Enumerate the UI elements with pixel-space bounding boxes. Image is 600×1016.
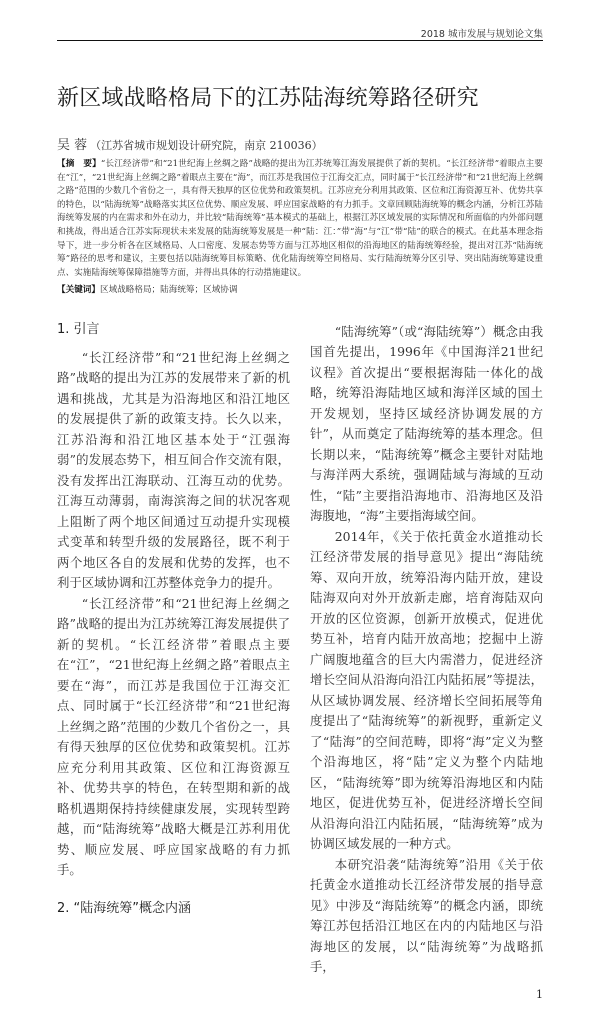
keywords-text: 区域战略格局；陆海统筹；区域协调	[99, 285, 238, 296]
page-number: 1	[536, 987, 543, 1001]
journal-name: 2018 城市发展与规划论文集	[420, 29, 543, 40]
section-heading: 2. “陆海统筹”概念内涵	[57, 900, 192, 916]
paragraph: “陆海统筹”（或“海陆统筹”）概念由我国首先提出，1996年《中国海洋21世纪议程》首次提出“要根据海陆一体化的战略，统筹沿海陆地区域和海洋区域的国土开发规划，坚持区域经济协调发展的方针”，从而奠定了陆海统筹的基本理念。但长期以来，“陆海统筹”概念主要针对陆地与海洋两大系统，强调陆域与海域的互动性，“陆”主要指沿海地市、沿海地区及沿海腹地，“海”主要指海域空间。	[310, 323, 543, 524]
paragraph: 本研究沿袭“陆海统筹”沿用《关于依托黄金水道推动长江经济带发展的指导意见》中涉及“海陆统筹”的概念内涵，即统筹江苏包括沿江地区在内的内陆地区与沿海地区的发展，以“陆海统筹”为战略抓手，	[310, 856, 543, 975]
abstract	[57, 158, 543, 280]
paper-title: 新区域战略格局下的江苏陆海统筹路径研究	[57, 86, 479, 111]
running-header	[57, 26, 543, 41]
body-columns	[57, 320, 543, 978]
paragraph: “长江经济带”和“21世纪海上丝绸之路”战略的提出为江苏的发展带来了新的机遇和挑战，尤其是为沿海地区和沿江地区的发展提供了新的政策支持。长久以来，江苏沿海和沿江地区基本处于“江强海弱”的发展态势下，相互间合作交流有限，没有发挥出江海联动、江海互动的优势。江海互动薄弱，南海滨海之间的状况客观上阻断了两个地区间通过互动提升实现模式变革和转型升级的发展路径，既不利于两个地区各自的发展和优势的发挥，也不利于区域协调和江苏整体竞争力的提升。	[57, 349, 290, 591]
section-heading: 1. 引言	[57, 321, 100, 337]
keywords-label: 【关键词】	[57, 285, 100, 296]
paragraph: 2014年，《关于依托黄金水道推动长江经济带发展的指导意见》提出“海陆统筹、双向开放，统筹沿海内陆开放，建设陆海双向对外开放新走廊，培育海陆双向开放的区位资源，创新开放模式，促进优势互补，培育内陆开放高地；挖掘中上游广阔腹地蕴含的巨大内需潜力，促进经济增长空间从沿海向沿江内陆拓展”等提法，从区域协调发展、经济增长空间拓展等角度提出了“陆海统筹”的新视野，重新定义了“陆海”的空间范畴，即将“海”定义为整个沿海地区，将“陆”定义为整个内陆地区，“陆海统筹”即为统筹沿海地区和内陆地区，促进优势互补，促进经济增长空间从沿海向沿江内陆拓展，“陆海统筹”成为协调区域发展的一种方式。	[310, 528, 543, 852]
author-affiliation: （江苏省城市规划设计研究院，南京 210036）	[90, 139, 323, 152]
abstract-label: 【摘 要】	[57, 159, 101, 169]
left-column	[57, 320, 290, 927]
author-name: 吴 蓉	[57, 138, 88, 153]
abstract-text: “长江经济带”和“21世纪海上丝绸之路”战略的提出为江苏统筹江海发展提供了新的契机。“长江经济带”着眼点主要在“江”，“21世纪海上丝绸之路”着眼点主要在“海”，而江苏是我国位于江海交汇点，同时属于“长江经济带”和“21世纪海上丝绸之路”范围的少数几个省份之一，具有得天独厚的区位优势和政策契机。江苏应充分利用其政策、区位和江海资源互补、优势共享的特色，以“陆海统筹”战略落实其区位优势、顺应发展、呼应国家战略的有力抓手。文章回顾陆海统筹的概念内涵，分析江苏陆海统筹发展的内在需求和外在动力，并比较“陆海统筹”基本模式的基础上，根据江苏区域发展的实际情况和所面临的内外部问题和挑战，得出适合江苏实际现状未来发展的陆海统筹发展是一种“陆：江：”带“海”与“江”带“陆”的联合的模式。在此基本理念指导下，进一步分析各在区域格局、人口密度、发展态势等方面与江苏地区相似的沿海地区的陆海统筹经验，提出对江苏“陆海统筹”路径的思考和建议，主要包括以陆海统筹目标策略、优化陆海统筹空间格局、实行陆海统筹分区引导、突出陆海统筹建设重点、实施陆海统筹保障措施等方面，并得出具体的行动措施建议。	[57, 159, 543, 278]
paragraph: “长江经济带”和“21世纪海上丝绸之路”战略的提出为江苏统筹江海发展提供了新的契机。“长江经济带”着眼点主要在“江”，“21世纪海上丝绸之路”着眼点主要在“海”，而江苏是我国位于江海交汇点、同时属于“长江经济带”和“21世纪海上丝绸之路”范围的少数几个省份之一，具有得天独厚的区位优势和政策契机。江苏应充分利用其政策、区位和江海资源互补、优势共享的特色，在转型期和新的战略机遇期保持持续健康发展，实现转型跨越，而“陆海统筹”战略大概是江苏利用优势、顺应发展、呼应国家战略的有力抓手。	[57, 595, 290, 878]
right-column	[310, 320, 543, 978]
keywords	[57, 284, 543, 298]
author-line	[57, 138, 543, 154]
